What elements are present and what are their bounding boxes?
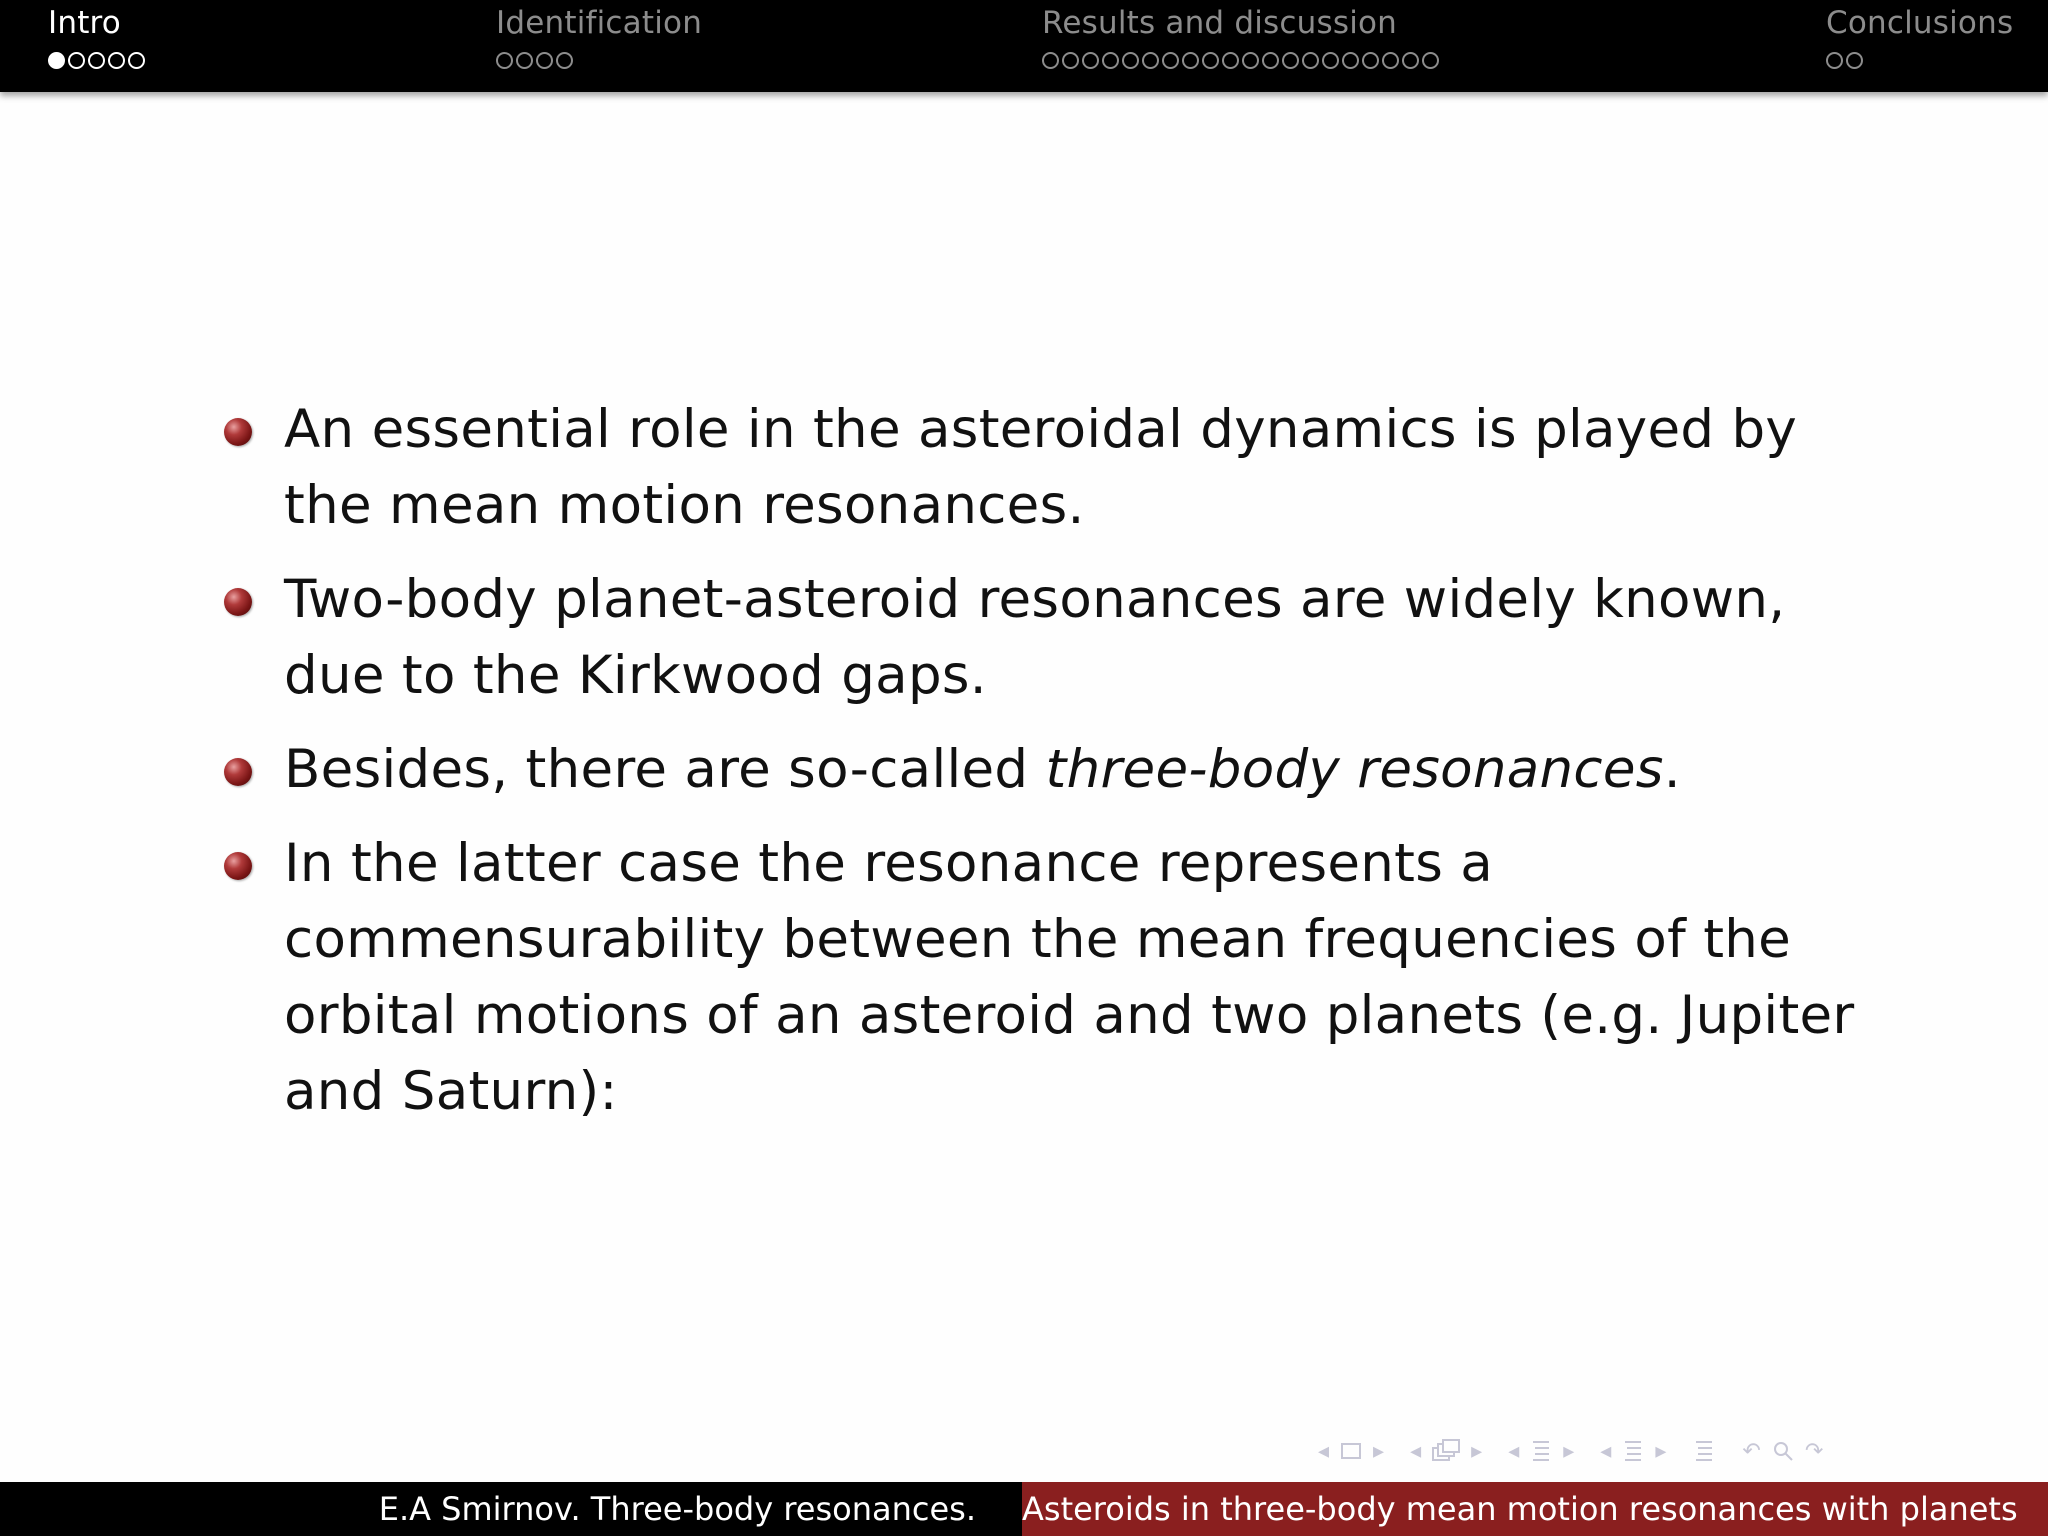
frame-dot[interactable] <box>108 52 125 69</box>
bullet-text: Two-body planet-asteroid resonances are widely known, due to the Kirkwood gaps. <box>284 569 1786 706</box>
document-icon[interactable] <box>1692 1438 1716 1464</box>
frame-dot[interactable] <box>1102 52 1119 69</box>
frame-dot[interactable] <box>1322 52 1339 69</box>
nav-section-conclusions[interactable] <box>1826 4 2013 69</box>
frame-dot[interactable] <box>1362 52 1379 69</box>
frame-dot[interactable] <box>68 52 85 69</box>
frame-dot[interactable] <box>1062 52 1079 69</box>
bullet-text-after: . <box>1663 739 1681 800</box>
bullet-item <box>222 392 1902 544</box>
bullet-text-before: Besides, there are so-called <box>284 739 1046 800</box>
frame-dot[interactable] <box>1826 52 1843 69</box>
bullet-item <box>222 562 1902 714</box>
frame-dot[interactable] <box>536 52 553 69</box>
frame-dot[interactable] <box>1142 52 1159 69</box>
arrow-left-icon[interactable]: ◂ <box>1410 1438 1422 1464</box>
bullet-ball-icon <box>224 852 252 880</box>
frame-dot[interactable] <box>1242 52 1259 69</box>
arrow-right-icon[interactable]: ▸ <box>1373 1438 1385 1464</box>
footer-author: E.A Smirnov. Three-body resonances. <box>0 1482 1022 1536</box>
frame-dot[interactable] <box>1422 52 1439 69</box>
frame-dot[interactable] <box>1202 52 1219 69</box>
frame-dots <box>48 52 145 69</box>
section-navigation <box>0 0 2048 92</box>
nav-section-label[interactable]: Intro <box>48 5 121 41</box>
frame-dots <box>496 52 702 69</box>
nav-section-intro[interactable] <box>48 4 145 69</box>
frame-dot[interactable] <box>1402 52 1419 69</box>
frame-icon[interactable] <box>1339 1441 1363 1461</box>
frame-dot[interactable] <box>516 52 533 69</box>
frame-dot[interactable] <box>1162 52 1179 69</box>
section-icon[interactable] <box>1529 1438 1553 1464</box>
bullet-item <box>222 732 1902 808</box>
frame-dot[interactable] <box>1302 52 1319 69</box>
nav-section-results[interactable] <box>1042 4 1439 69</box>
redo-icon[interactable]: ↷ <box>1804 1438 1824 1464</box>
frame-dot[interactable] <box>556 52 573 69</box>
frame-dot[interactable] <box>1222 52 1239 69</box>
section-icon[interactable] <box>1621 1438 1645 1464</box>
subsection-icon[interactable] <box>1431 1438 1461 1464</box>
bullet-item <box>222 826 1902 1130</box>
undo-icon[interactable]: ↶ <box>1742 1438 1761 1464</box>
arrow-left-icon[interactable]: ◂ <box>1600 1438 1612 1464</box>
arrow-left-icon[interactable]: ◂ <box>1318 1438 1330 1464</box>
frame-dot-current[interactable] <box>48 52 65 69</box>
frame-dot[interactable] <box>1846 52 1863 69</box>
frame-dot[interactable] <box>1042 52 1059 69</box>
footer <box>0 1482 2048 1536</box>
slide-body <box>222 392 1902 1148</box>
arrow-right-icon[interactable]: ▸ <box>1655 1438 1667 1464</box>
arrow-right-icon[interactable]: ▸ <box>1563 1438 1575 1464</box>
bullet-ball-icon <box>224 588 252 616</box>
footer-talk-title: Asteroids in three-body mean motion resonances with planets <box>1022 1482 2048 1536</box>
frame-dots <box>1042 52 1439 69</box>
nav-section-label[interactable]: Results and discussion <box>1042 5 1398 41</box>
frame-dot[interactable] <box>1082 52 1099 69</box>
frame-dot[interactable] <box>1282 52 1299 69</box>
frame-dot[interactable] <box>1182 52 1199 69</box>
frame-dot[interactable] <box>88 52 105 69</box>
bullet-emphasis: three-body resonances <box>1045 739 1664 800</box>
bullet-ball-icon <box>224 758 252 786</box>
bullet-text: In the latter case the resonance represents a commensurability between the mean frequencies of the orbital motions of an asteroid and two planets (e.g. Jupiter and Saturn): <box>284 833 1855 1122</box>
frame-dots <box>1826 52 2013 69</box>
frame-dot[interactable] <box>1262 52 1279 69</box>
frame-dot[interactable] <box>1382 52 1399 69</box>
arrow-left-icon[interactable]: ◂ <box>1508 1438 1520 1464</box>
search-icon[interactable] <box>1771 1439 1795 1463</box>
frame-dot[interactable] <box>128 52 145 69</box>
nav-section-label[interactable]: Identification <box>496 5 703 41</box>
arrow-right-icon[interactable]: ▸ <box>1471 1438 1483 1464</box>
frame-dot[interactable] <box>1342 52 1359 69</box>
navigation-symbols <box>1318 1436 1833 1466</box>
nav-section-label[interactable]: Conclusions <box>1826 5 2014 41</box>
nav-section-identification[interactable] <box>496 4 702 69</box>
frame-dot[interactable] <box>1122 52 1139 69</box>
bullet-text: An essential role in the asteroidal dynamics is played by the mean motion resonances. <box>284 399 1798 536</box>
frame-dot[interactable] <box>496 52 513 69</box>
bullet-ball-icon <box>224 418 252 446</box>
